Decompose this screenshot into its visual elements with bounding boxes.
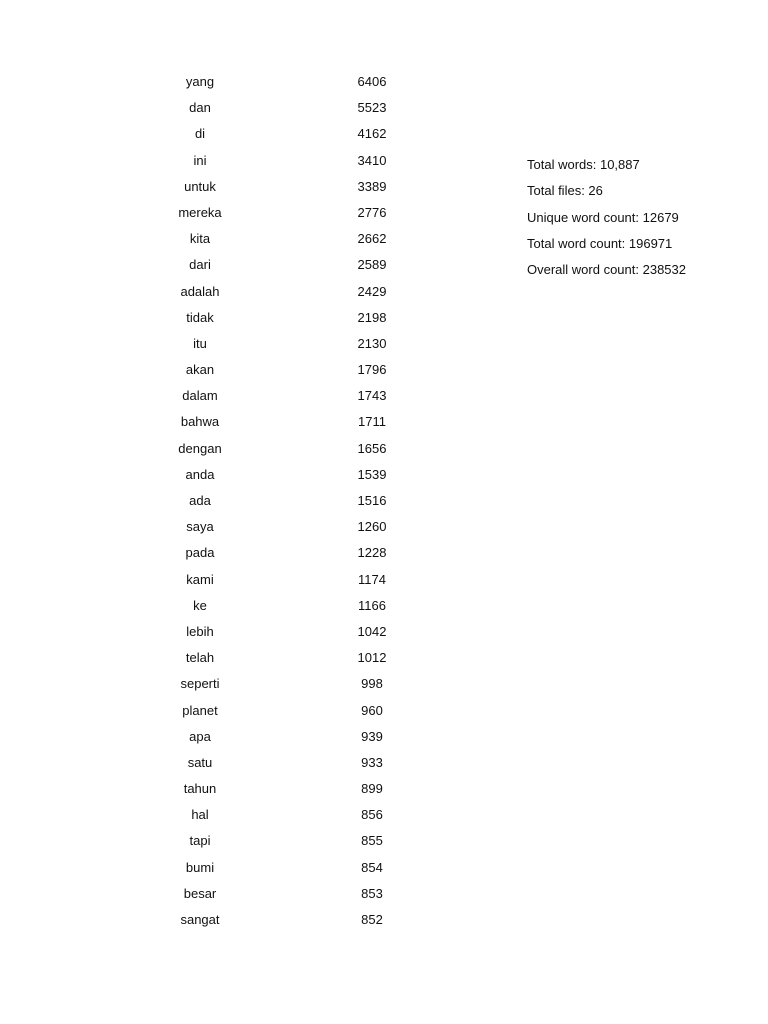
word-cell: apa bbox=[189, 728, 211, 744]
word-cell: anda bbox=[185, 466, 215, 482]
table-row bbox=[150, 514, 422, 540]
word-cell: dan bbox=[189, 100, 211, 116]
word-cell: seperti bbox=[180, 676, 220, 692]
count-cell: 3389 bbox=[357, 178, 387, 194]
count-cell: 960 bbox=[361, 702, 383, 718]
count-cell: 1656 bbox=[357, 440, 387, 456]
table-row bbox=[150, 619, 422, 645]
word-cell: tapi bbox=[189, 833, 211, 849]
word-cell: sangat bbox=[180, 912, 220, 927]
total-word-count-stat: Total word count: 196971 bbox=[527, 235, 673, 251]
table-row bbox=[150, 488, 422, 514]
word-cell: yang bbox=[185, 74, 215, 89]
table-row bbox=[150, 121, 422, 147]
table-row bbox=[150, 802, 422, 828]
word-cell: telah bbox=[185, 650, 215, 666]
word-cell: planet bbox=[182, 702, 218, 718]
table-row bbox=[150, 593, 422, 619]
count-cell: 1539 bbox=[357, 466, 387, 482]
table-row bbox=[150, 540, 422, 566]
count-cell: 3410 bbox=[357, 152, 387, 168]
count-cell: 1174 bbox=[358, 571, 386, 587]
word-cell: itu bbox=[193, 335, 207, 351]
count-cell: 1260 bbox=[357, 519, 387, 535]
table-row bbox=[150, 881, 422, 907]
word-cell: tidak bbox=[186, 309, 214, 325]
word-cell: kita bbox=[189, 231, 211, 247]
count-cell: 2429 bbox=[357, 283, 387, 299]
table-row bbox=[150, 252, 422, 278]
count-cell: 1166 bbox=[358, 597, 386, 613]
count-cell: 1516 bbox=[357, 493, 387, 508]
table-row bbox=[150, 698, 422, 724]
word-cell: tahun bbox=[183, 781, 217, 797]
count-cell: 856 bbox=[361, 807, 383, 823]
table-row bbox=[150, 567, 422, 593]
word-cell: kami bbox=[186, 571, 214, 587]
table-row bbox=[150, 436, 422, 462]
count-cell: 2776 bbox=[357, 204, 387, 220]
table-row bbox=[150, 462, 422, 488]
table-row bbox=[150, 907, 422, 933]
word-cell: pada bbox=[185, 545, 215, 561]
count-cell: 1228 bbox=[357, 545, 387, 561]
count-cell: 939 bbox=[361, 728, 383, 744]
count-cell: 853 bbox=[361, 885, 383, 901]
word-frequency-table bbox=[150, 69, 422, 933]
count-cell: 1743 bbox=[357, 388, 387, 404]
word-cell: ini bbox=[193, 152, 207, 168]
table-row bbox=[150, 69, 422, 95]
count-cell: 852 bbox=[361, 912, 383, 927]
table-row bbox=[150, 383, 422, 409]
count-cell: 854 bbox=[361, 859, 383, 875]
word-cell: satu bbox=[187, 754, 213, 770]
count-cell: 6406 bbox=[357, 74, 387, 89]
table-row bbox=[150, 724, 422, 750]
table-row bbox=[150, 828, 422, 854]
table-row bbox=[150, 357, 422, 383]
word-cell: lebih bbox=[186, 623, 214, 639]
table-row bbox=[150, 148, 422, 174]
count-cell: 2589 bbox=[357, 257, 387, 273]
count-cell: 933 bbox=[361, 754, 383, 770]
table-row bbox=[150, 95, 422, 121]
table-row bbox=[150, 645, 422, 671]
count-cell: 1042 bbox=[357, 623, 387, 639]
word-cell: mereka bbox=[178, 204, 222, 220]
count-cell: 2662 bbox=[357, 231, 387, 247]
table-row bbox=[150, 409, 422, 435]
table-row bbox=[150, 776, 422, 802]
word-cell: saya bbox=[186, 519, 214, 535]
word-cell: di bbox=[194, 126, 206, 142]
word-cell: dengan bbox=[178, 440, 222, 456]
count-cell: 998 bbox=[361, 676, 383, 692]
total-words-stat: Total words: 10,887 bbox=[527, 157, 640, 172]
count-cell: 855 bbox=[361, 833, 383, 849]
word-cell: hal bbox=[191, 807, 209, 823]
word-cell: akan bbox=[185, 362, 215, 378]
count-cell: 2198 bbox=[357, 309, 387, 325]
table-row bbox=[150, 305, 422, 331]
overall-word-count-stat: Overall word count: 238532 bbox=[527, 262, 686, 278]
table-row bbox=[150, 750, 422, 776]
count-cell: 1796 bbox=[357, 362, 387, 378]
word-cell: bumi bbox=[185, 859, 215, 875]
summary-stats bbox=[527, 152, 757, 283]
table-row bbox=[150, 200, 422, 226]
word-cell: besar bbox=[183, 885, 217, 901]
table-row bbox=[150, 331, 422, 357]
table-row bbox=[150, 855, 422, 881]
count-cell: 5523 bbox=[357, 100, 387, 116]
count-cell: 1012 bbox=[357, 650, 387, 666]
count-cell: 1711 bbox=[358, 414, 386, 430]
unique-word-count-stat: Unique word count: 12679 bbox=[527, 209, 679, 225]
table-row bbox=[150, 671, 422, 697]
word-cell: ke bbox=[193, 597, 207, 613]
word-cell: untuk bbox=[184, 178, 216, 194]
table-row bbox=[150, 279, 422, 305]
word-cell: bahwa bbox=[180, 414, 220, 430]
count-cell: 4162 bbox=[357, 126, 387, 142]
word-cell: ada bbox=[189, 493, 211, 508]
count-cell: 899 bbox=[361, 781, 383, 797]
count-cell: 2130 bbox=[357, 335, 387, 351]
total-files-stat: Total files: 26 bbox=[527, 183, 603, 199]
word-cell: dari bbox=[189, 257, 211, 273]
word-cell: dalam bbox=[182, 388, 218, 404]
table-row bbox=[150, 174, 422, 200]
word-cell: adalah bbox=[180, 283, 220, 299]
table-row bbox=[150, 226, 422, 252]
